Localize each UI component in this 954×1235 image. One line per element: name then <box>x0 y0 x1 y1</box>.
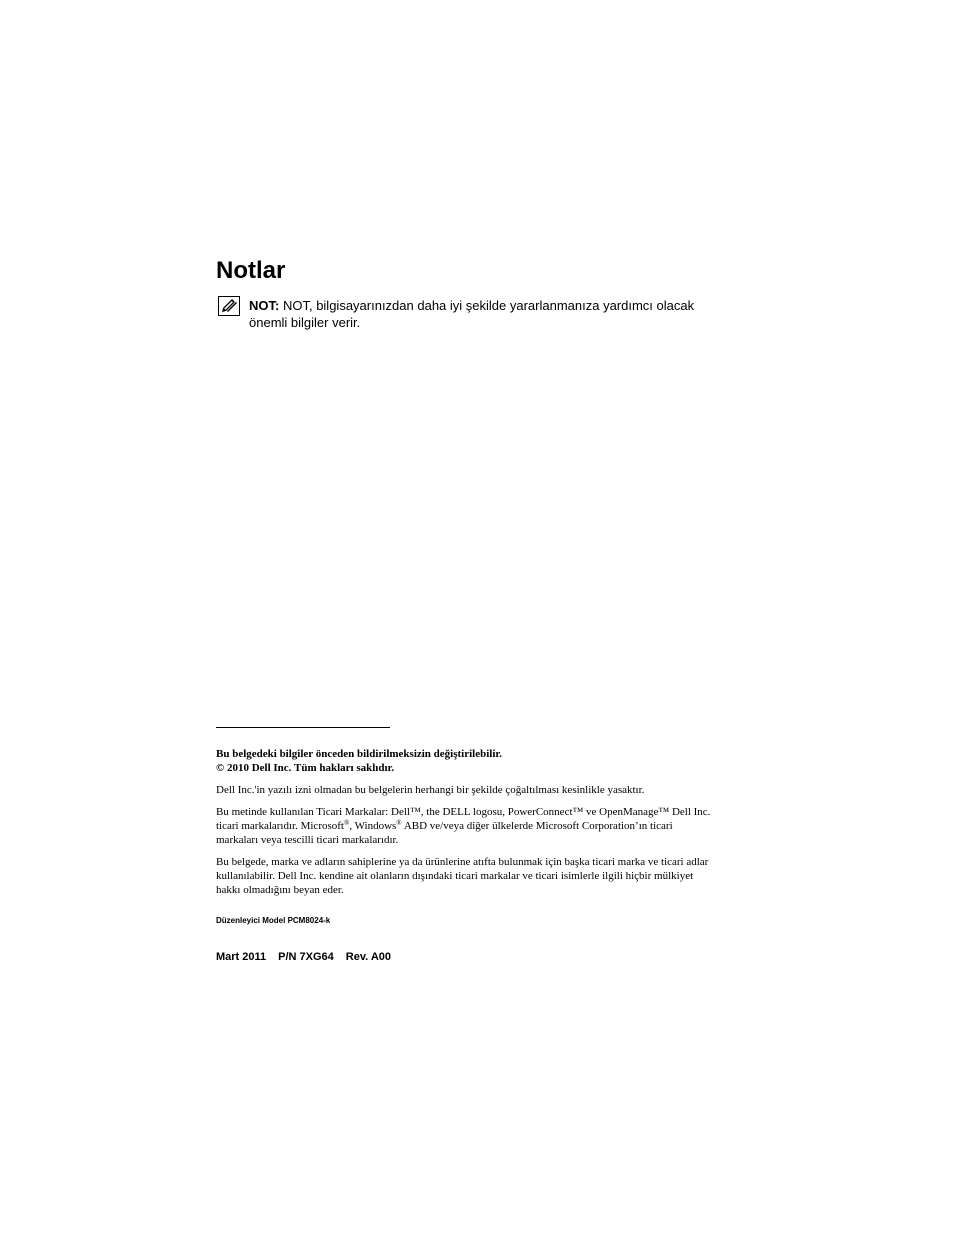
publication-date: Mart 2011 <box>216 951 267 963</box>
trademark-text-3: ABD ve/veya diğer ülkelerde Microsoft Corporation’ın ticari markaları veya tescilli ticari markalarıdır. <box>216 820 673 846</box>
note-block <box>249 297 719 331</box>
revision: Rev. A00 <box>345 951 392 963</box>
legal-notice <box>216 747 716 775</box>
other-trademarks-notice: Bu belgede, marka ve adların sahiplerine ya da ürünlerine atıfta bulunmak için başka ticari marka ve ticari adlar kullanılabilir. Dell Inc. kendine ait olanların dışındaki ticari markalar ve ticari isimlerle ilgili hiçbir mülkiyet hakkı olmadığını beyan eder. <box>216 856 709 896</box>
part-number: P/N 7XG64 <box>278 951 334 963</box>
pencil-note-icon <box>218 296 240 316</box>
trademark-notice <box>216 805 716 847</box>
registered-mark: ® <box>396 819 402 827</box>
note-text: NOT, bilgisayarınızdan daha iyi şekilde yararlanmanıza yardımcı olacak önemli bilgiler verir. <box>249 298 695 330</box>
trademark-text-1: Bu metinde kullanılan Ticari Markalar: Dell™, the DELL logosu, PowerConnect™ ve OpenManage™ Dell Inc. ticari markalarıdır. Microsoft <box>216 806 711 832</box>
regulatory-model: Düzenleyici Model PCM8024-k <box>216 916 331 925</box>
footnote-divider <box>216 727 390 728</box>
registered-mark: ® <box>343 819 350 827</box>
page-title: Notlar <box>216 257 286 284</box>
copyright-notice: © 2010 Dell Inc. Tüm hakları saklıdır. <box>216 762 395 774</box>
trademark-text-2: , Windows <box>349 820 397 832</box>
legal-change-notice: Bu belgedeki bilgiler önceden bildirilmeksizin değiştirilebilir. <box>216 748 503 760</box>
note-label: NOT: <box>249 298 280 313</box>
reproduction-notice: Dell Inc.'in yazılı izni olmadan bu belgelerin herhangi bir şekilde çoğaltılması kesinlikle yasaktır. <box>216 784 645 796</box>
document-footer <box>216 950 391 964</box>
